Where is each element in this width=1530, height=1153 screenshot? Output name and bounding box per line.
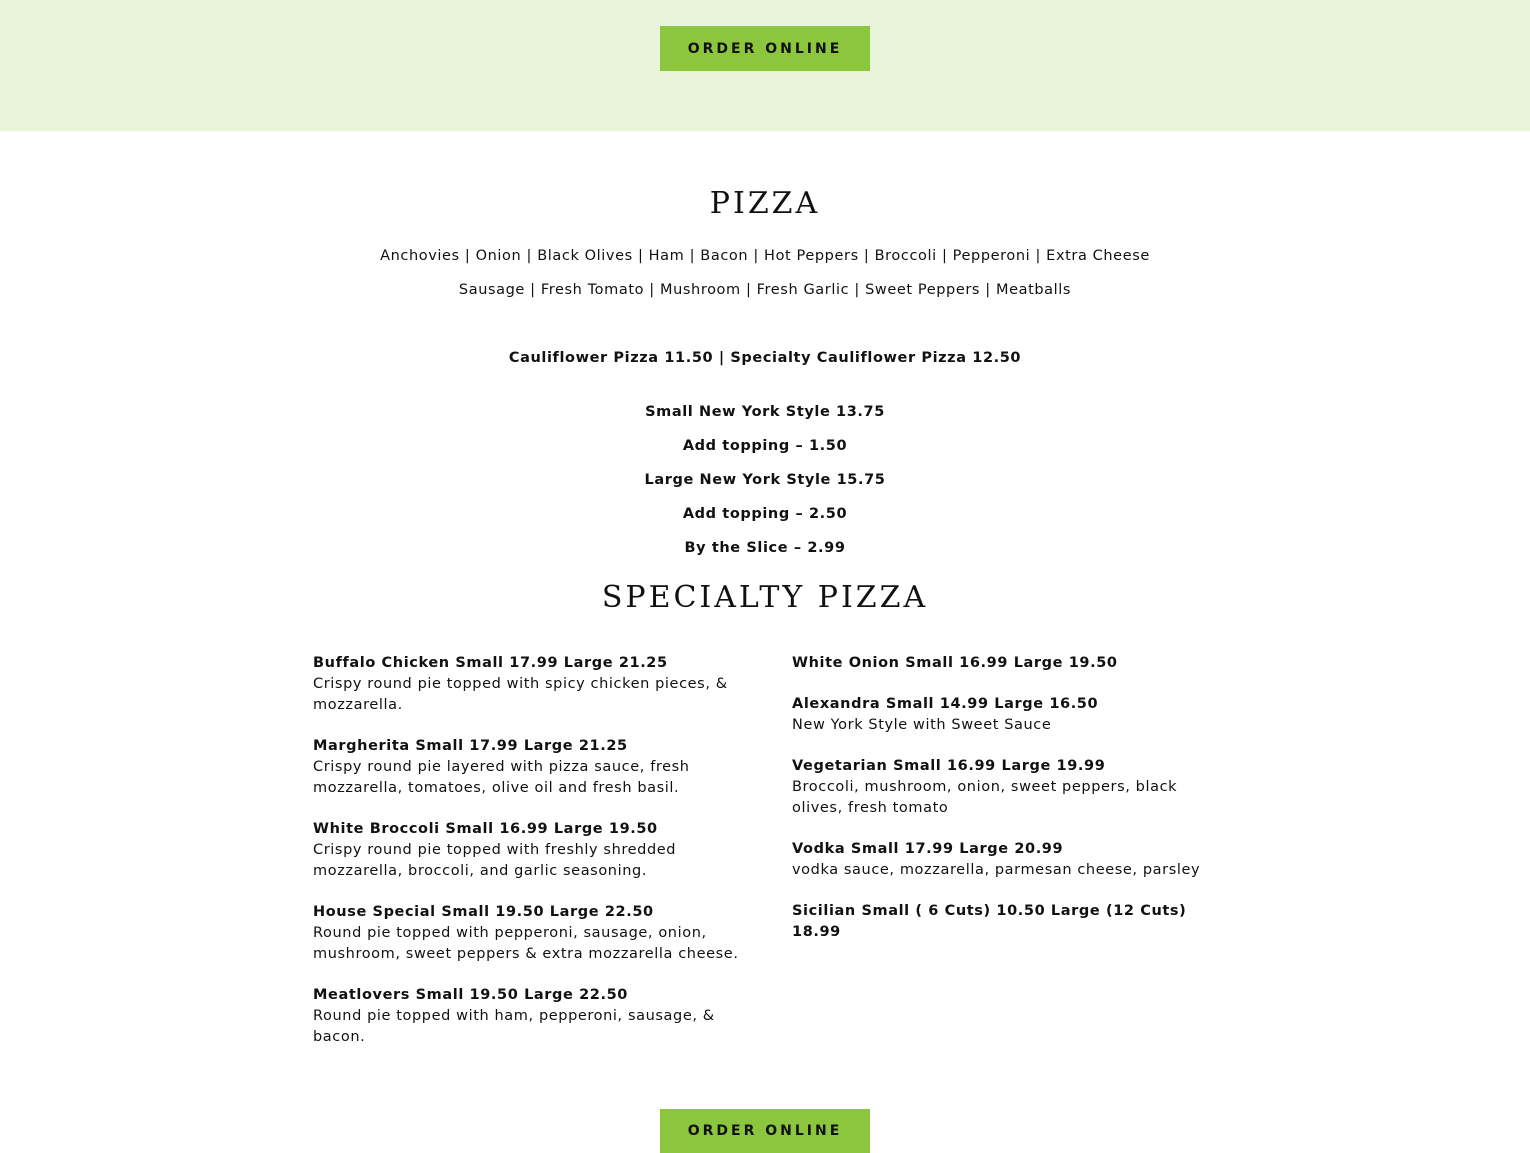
cauliflower-prices: Cauliflower Pizza 11.50 | Specialty Cauliflower Pizza 12.50 (508, 350, 1022, 366)
menu-item-description: Crispy round pie topped with freshly shredded mozzarella, broccoli, and garlic seasoning. (313, 842, 677, 879)
menu-item-description: Crispy round pie topped with spicy chicken pieces, & mozzarella. (313, 676, 728, 713)
price-add-topping-large: Add topping – 2.50 (682, 506, 848, 522)
menu-item-name: Vodka Small 17.99 Large 20.99 (792, 841, 1064, 857)
menu-item-name: White Broccoli Small 16.99 Large 19.50 (313, 821, 658, 837)
menu-item-margherita (313, 736, 743, 799)
menu-item-sicilian (792, 901, 1232, 943)
specialty-right-column (792, 653, 1232, 963)
price-small-ny: Small New York Style 13.75 (645, 404, 885, 420)
menu-item-buffalo-chicken (313, 653, 743, 716)
menu-item-vegetarian (792, 756, 1232, 819)
specialty-pizza-title: SPECIALTY PIZZA (601, 580, 929, 615)
menu-item-vodka (792, 839, 1232, 881)
menu-item-name: House Special Small 19.50 Large 22.50 (313, 904, 654, 920)
menu-item-description: Round pie topped with ham, pepperoni, sausage, & bacon. (313, 1008, 715, 1045)
menu-item-description: Crispy round pie layered with pizza sauce, fresh mozzarella, tomatoes, olive oil and fresh basil. (313, 759, 690, 796)
menu-item-name: Sicilian Small ( 6 Cuts) 10.50 Large (12 Cuts) 18.99 (792, 903, 1187, 940)
toppings-line-1: Anchovies | Onion | Black Olives | Ham | Bacon | Hot Peppers | Broccoli | Pepperoni | Extra Cheese (380, 248, 1150, 264)
menu-item-name: Margherita Small 17.99 Large 21.25 (313, 738, 628, 754)
menu-item-description: Broccoli, mushroom, onion, sweet peppers, black olives, fresh tomato (792, 779, 1178, 816)
pizza-title: PIZZA (709, 186, 821, 221)
order-online-button-bottom[interactable]: ORDER ONLINE (660, 1109, 870, 1153)
menu-item-description: Round pie topped with pepperoni, sausage, onion, mushroom, sweet peppers & extra mozzarella cheese. (313, 925, 739, 962)
menu-item-white-onion (792, 653, 1232, 674)
menu-item-meatlovers (313, 985, 743, 1048)
price-add-topping-small: Add topping – 1.50 (682, 438, 848, 454)
price-large-ny: Large New York Style 15.75 (644, 472, 886, 488)
menu-item-alexandra (792, 694, 1232, 736)
menu-item-house-special (313, 902, 743, 965)
menu-item-description: New York Style with Sweet Sauce (792, 717, 1052, 733)
menu-item-white-broccoli (313, 819, 743, 882)
menu-item-name: White Onion Small 16.99 Large 19.50 (792, 655, 1118, 671)
price-slice: By the Slice – 2.99 (684, 540, 846, 556)
menu-item-name: Alexandra Small 14.99 Large 16.50 (792, 696, 1099, 712)
menu-item-name: Meatlovers Small 19.50 Large 22.50 (313, 987, 628, 1003)
menu-item-name: Buffalo Chicken Small 17.99 Large 21.25 (313, 655, 668, 671)
menu-item-name: Vegetarian Small 16.99 Large 19.99 (792, 758, 1106, 774)
toppings-line-2: Sausage | Fresh Tomato | Mushroom | Fresh Garlic | Sweet Peppers | Meatballs (458, 282, 1072, 298)
order-online-button-top[interactable]: ORDER ONLINE (660, 26, 870, 71)
specialty-left-column (313, 653, 743, 1068)
menu-item-description: vodka sauce, mozzarella, parmesan cheese, parsley (792, 862, 1201, 878)
